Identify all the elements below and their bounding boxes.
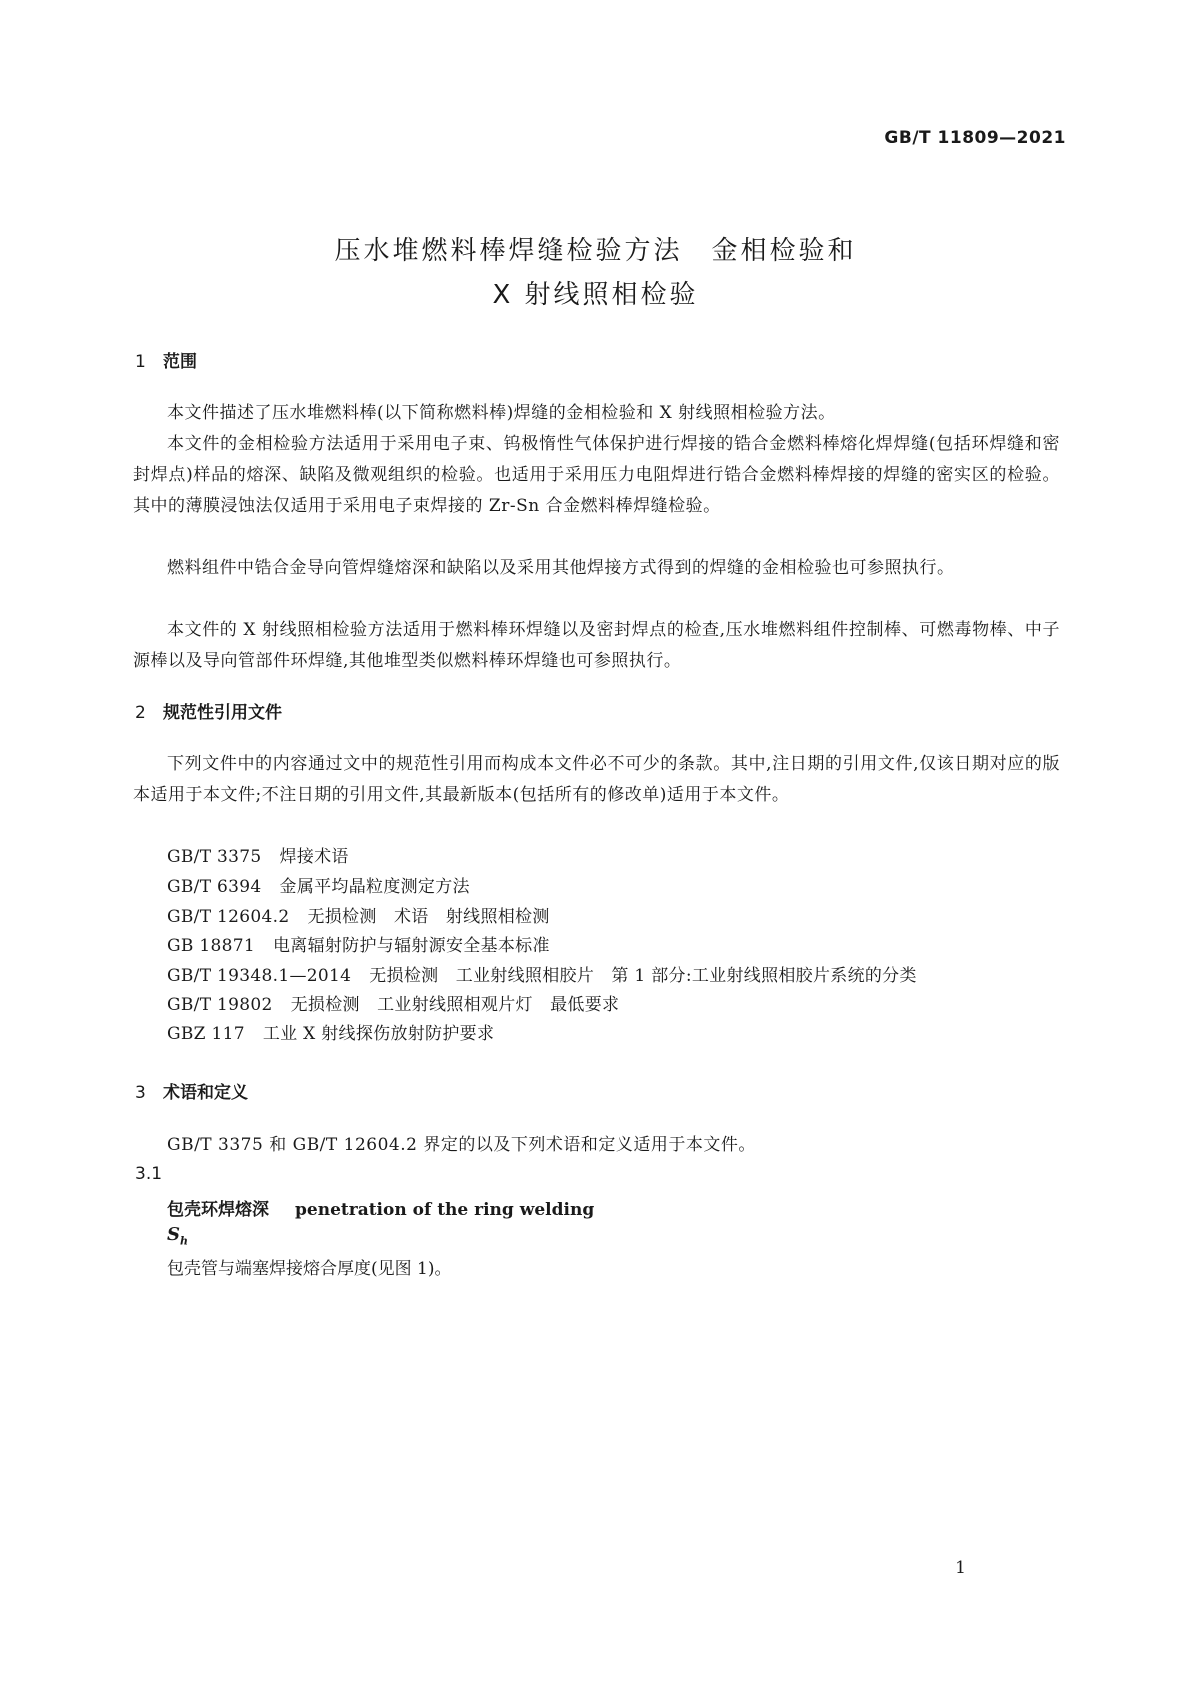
section-number: 1 (135, 352, 146, 372)
symbol-main: S (167, 1224, 180, 1245)
paragraph: 本文件描述了压水堆燃料棒(以下简称燃料棒)焊缝的金相检验和 X 射线照相检验方法。 (167, 403, 836, 423)
section-1-heading (135, 347, 197, 372)
standard-code: GB/T 11809—2021 (884, 128, 1066, 148)
term-entry (167, 1195, 594, 1220)
reference-title: 金属平均晶粒度测定方法 (279, 877, 470, 897)
document-title-line-2: X 射线照相检验 (492, 280, 699, 310)
section-3-heading (135, 1078, 248, 1103)
section-number: 3 (135, 1083, 146, 1103)
reference-code: GB/T 19802 (167, 995, 273, 1015)
section-title: 规范性引用文件 (163, 703, 282, 723)
reference-code: GB/T 6394 (167, 877, 262, 897)
paragraph: 本文件的 X 射线照相检验方法适用于燃料棒环焊缝以及密封焊点的检查,压水堆燃料组件控制棒、可燃毒物棒、中子源棒以及导向管部件环焊缝,其他堆型类似燃料棒环焊缝也可参照执行。 (133, 620, 1060, 671)
reference-item (167, 961, 917, 986)
reference-item (167, 872, 470, 897)
reference-title: 焊接术语 (279, 847, 349, 867)
paragraph: GB/T 3375 和 GB/T 12604.2 界定的以及下列术语和定义适用于本文件。 (167, 1135, 756, 1155)
paragraph: 本文件的金相检验方法适用于采用电子束、钨极惰性气体保护进行焊接的锆合金燃料棒熔化焊焊缝(包括环焊缝和密封焊点)样品的熔深、缺陷及微观组织的检验。也适用于采用压力电阻焊进行锆合金燃料棒焊接的焊缝的密实区的检验。其中的薄膜浸蚀法仅适用于采用电子束焊接的 Zr-Sn 合金燃料棒焊缝检验。 (133, 434, 1060, 516)
reference-title: 无损检测 工业射线照相观片灯 最低要求 (290, 995, 620, 1015)
term-number: 3.1 (135, 1164, 163, 1184)
reference-title: 电离辐射防护与辐射源安全基本标准 (272, 936, 550, 956)
reference-title: 无损检测 工业射线照相胶片 第 1 部分:工业射线照相胶片系统的分类 (369, 966, 917, 986)
reference-item (167, 931, 550, 956)
section-title: 范围 (163, 352, 197, 372)
term-definition: 包壳管与端塞焊接熔合厚度(见图 1)。 (167, 1259, 452, 1279)
term-english: penetration of the ring welding (295, 1200, 595, 1220)
reference-item (167, 990, 619, 1015)
reference-code: GB/T 12604.2 (167, 907, 290, 927)
reference-code: GB/T 19348.1—2014 (167, 966, 352, 986)
term-symbol (167, 1224, 188, 1248)
paragraph: 燃料组件中锆合金导向管焊缝熔深和缺陷以及采用其他焊接方式得到的焊缝的金相检验也可参照执行。 (167, 558, 955, 578)
reference-item (167, 902, 550, 927)
reference-title: 无损检测 术语 射线照相检测 (307, 907, 550, 927)
symbol-subscript: h (180, 1234, 188, 1248)
section-number: 2 (135, 703, 146, 723)
reference-code: GBZ 117 (167, 1024, 245, 1044)
section-2-heading (135, 698, 282, 723)
section-title: 术语和定义 (163, 1083, 248, 1103)
document-title-line-1: 压水堆燃料棒焊缝检验方法 金相检验和 (334, 236, 857, 266)
reference-item (167, 842, 349, 867)
reference-title: 工业 X 射线探伤放射防护要求 (262, 1024, 495, 1044)
reference-code: GB/T 3375 (167, 847, 262, 867)
reference-code: GB 18871 (167, 936, 255, 956)
paragraph: 下列文件中的内容通过文中的规范性引用而构成本文件必不可少的条款。其中,注日期的引用文件,仅该日期对应的版本适用于本文件;不注日期的引用文件,其最新版本(包括所有的修改单)适用于本文件。 (133, 754, 1060, 805)
page-number: 1 (955, 1558, 966, 1578)
reference-item (167, 1019, 494, 1044)
term-chinese: 包壳环焊熔深 (167, 1200, 269, 1220)
